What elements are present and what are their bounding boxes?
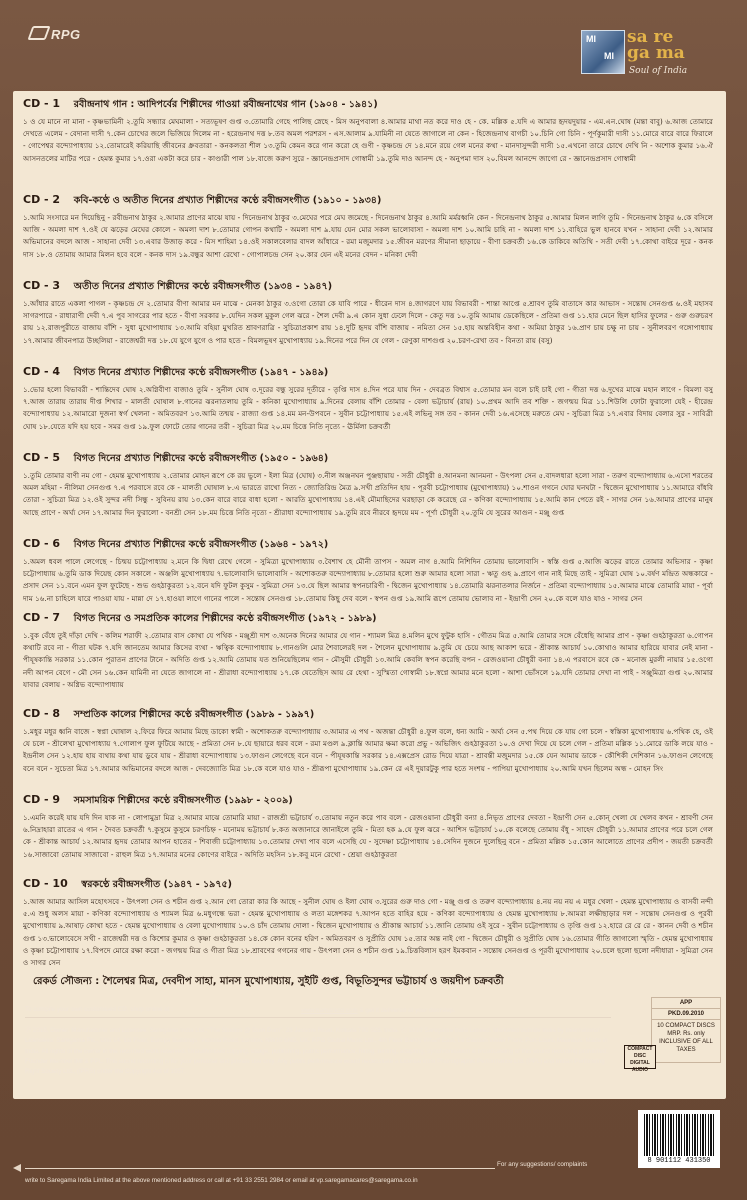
shop-url[interactable]: www.hamaracd.com (301, 1007, 358, 1014)
pkd-code: PKD.09.2010 (651, 1009, 721, 1020)
cd-6-number: CD - 6 (23, 537, 61, 550)
cd-1-section (23, 97, 713, 202)
saregama-tagline: Soul of India (629, 66, 688, 76)
shop-online-label: To compile your own customised CD, shop online at : (25, 1006, 174, 1013)
mi-logo-text: MI (586, 34, 596, 44)
cd-3-tracks: ১.আঁধার রাতে একলা পাগল - কৃষ্ণচন্দ্র দে ২.তোমার বীণা আমার মন মাঝে - মেনকা ঠাকুর ৩.ওগো তোরা কে যাবি পারে - ধীরেন দাস ৪.জাগরণে যায় বিভাবরী - শান্তা আপ্তে ৫.শ্রাবণ তুমি বাতাসে কার আভাস - সন্তোষ সেনগুপ্ত ৬.ওই মহাসব সাগরপারে - রাধারাণী দেবী ৭.এ পুব সাগরের পার হতে - বীণা সরকার ৮.যেদিন সকল মুকুল গেল ঝরে - শৈল দেবী ৯.এ কোন সুধা ঢেলে দিলে - কেতু দত্ত ১০.তুমি আমায় ডেকেছিলে - প্রতিমা গুপ্ত ১১.হার মেনে ছিল হাসির ফুলের - গুরু গুরুচরণ রায় ১২.রাজপুরীতে বাজায় বাঁশি - সুধা মুখোপাধ্যায় ১৩.আমি বহিয়া মুখরিত শ্রাবণরাত্রি - সুচিত্রাপ্রকাশ রায় ১৪.দুটি হৃদয় বাঁশি বাজায় - নমিতা সেন ১৫.হায় অন্তবিহীন কথা - অমিয়া ঠাকুর ১৬.প্রাণ চায় চক্ষু না চায় - সুনীলবরণ গঙ্গোপাধ্যায় ১৭.আমার জীবনপাত্র উচ্ছলিয়া - রাজেশ্বরী দত্ত ১৮.যে যুগে যুগে ও পার হতে - বিমলভূষণ মুখোপাধ্যায় ১৯.দিনের পরে দিন যে গেল - রেণুকা দাশগুপ্ত ২০.চরণ-রেখা তব - বিনতা রায় (বসু) (23, 299, 713, 345)
cd-7-tracks: ১.বুক বেঁধে তুই দাঁড়া দেখি - কলিম শরাফী ২.তোমার বাস কোথা যে পথিক - মঞ্জুশ্রী দাশ ৩.অনেক দিনের আমার যে গান - শ্যামল মিত্র ৪.মলিন মুখে ফুটুক হাসি - গৌতম মিত্র ৫.আমি তোমার সঙ্গে বেঁধেছি আমার প্রাণ - কৃষ্ণা গুহঠাকুরতা ৬.গোপন কথাটি রবে না - গীতা ঘটক ৭.যদি জানতেম আমার কিসের ব্যথা - ঋত্বিক বন্দ্যোপাধ্যায় ৮.গানগুলি মোর শৈবালেরই দল - শৈলেন মুখোপাধ্যায় ৯.তুমি যে চেয়ে আছ আকাশ ভরে - শ্রীকান্ত আচার্য ১০.কোথাও আমার হারিয়ে যাবার নেই মানা - পীযূষকান্তি সরকার ১১.কোন পুরাতন প্রাণের টানে - অদিতি গুপ্ত ১২.আমি তোমায় যত শুনিয়েছিলেম গান - মৌসুমী চৌধুরী ১৩.আমি কেবলি স্বপন করেছি বপন - রেজওয়ানা চৌধুরী বন্যা ১৪.এ পরবাসে রবে কে - মনোজ মুরলী নায়ার ১৫.ওগো নদী আপন বেগে - মৌ সেন ১৬.কেন যামিনী না যেতে জাগালে না - শ্রীরাধা বন্দ্যোপাধ্যায় ১৭.কে যেতেছিস আয় রে হেথা - সুস্মিতা গোস্বামী ১৮.স্বপ্নে আমার মনে হলো - আশা ভোঁসলে ১৯.যদি তোমার দেখা না পাই - সঞ্জুমিত্রা গুপ্ত ২০.আমার যাবার বেলায় - অগ্নিভ বন্দ্যোপাধ্যায় (23, 631, 713, 689)
cd-5-number: CD - 5 (23, 451, 61, 464)
cd-10-title: স্বরকণ্ঠে রবীন্দ্রসংগীত (১৯৪৭ - ১৯৭৫) (81, 879, 233, 890)
cd-4-heading (23, 365, 713, 381)
record-credits: রেকর্ড সৌজন্য : শৈলেশ্বর মিত্র, দেবদীপ সাহা, মানস মুখোপাধ্যায়, সুইটি গুপ্ত, বিভূতিসুন্দর ভট্টাচার্য ও জয়দীপ চক্রবর্তী (33, 976, 504, 987)
contact-text: write to Saregama India Limited at the above mentioned address or call at +91 33 2551 2984 or email at vp.saregamacares@saregama.co.in (25, 1177, 418, 1184)
mrp-label: 10 COMPACT DISCS MRP. Rs. only INCLUSIVE OF ALL TAXES (651, 1020, 721, 1063)
cd-9-heading (23, 793, 713, 809)
cd-10-tracks: ১.আজ আমার আসিল মহোৎসবে - উৎপলা সেন ও শচীন গুপ্ত ২.আন গো তোরা কার কি আছে - সুনীল ঘোষ ও ইলা ঘোষ ৩.সুরের গুরু দাও গো - মঞ্জু গুপ্ত ও তরুণ বন্দ্যোপাধ্যায় ৪.নয় নয় নয় এ মধুর খেলা - হেমন্ত মুখোপাধ্যায় ও বাসবী নন্দী ৫.এ শুধু অলস মায়া - কণিকা বন্দ্যোপাধ্যায় ও শ্যামল মিত্র ৬.মধুগন্ধে ভরা - হেমন্ত মুখোপাধ্যায় ও লতা মঙ্গেশকর ৭.আপন হতে বাহির হয়ে - কণিকা বন্দ্যোপাধ্যায় ও হেমন্ত মুখোপাধ্যায় ৮.আমরা লক্ষীছাড়ার দল - সন্তোষ সেনগুপ্ত ও পূরবী মুখোপাধ্যায় ৯.আষাঢ় কোথা হতে - হেমন্ত মুখোপাধ্যায় ও বেলা মুখোপাধ্যায় ১০.ও চাঁদ তোমায় দোলা - দ্বিজেন মুখোপাধ্যায় ও শ্রীকান্ত আচার্য ১১.জানি তোমায় ওই সুরে - সুবীন চট্টোপাধ্যায় ও তৃপ্তি গুপ্ত ১২.হারে রে রে রে - কানন দেবী ও শচীন গুপ্ত ১৩.ভালোবেসে সখী - রাজেশ্বরী দত্ত ও কিশোর কুমার ও কৃষ্ণা গুহঠাকুরতা ১৪.কে কোন বনের হরিণ - অমিতবরণ ও সুপ্রীতি ঘোষ ১৫.তার অন্ত নাই গো - দ্বিজেন চৌধুরী ও সুপ্রীতি ঘোষ ১৬.তোমার গীতি জাগালো স্মৃতি - হেমন্ত মুখোপাধ্যায় ও কৃষ্ণা চট্টোপাধ্যায় ১৭.বিপদে মোরে রক্ষা করো - জগন্ময় মিত্র ও গীতা মিত্র ১৮.শ্রাবণের গগনের গায় - উৎপলা সেন ও শচীন গুপ্ত ১৯.চিত্তবিলাস হরণ ইমকবান - সন্তোষ সেনগুপ্ত ও পূরবী মুখোপাধ্যায় ২০.চলে ছলো ছলো নদীধারা - সুমিত্রা সেন ও সাগর সেন (23, 897, 713, 968)
shop-url-tail: & get it delivered at your doorstep. (359, 1007, 456, 1014)
cd-4-section (23, 365, 713, 458)
cd-5-tracks: ১.তুমি তোমার বাণী নম গো - হেমন্ত মুখোপাধ্যায় ২.তোমার মোহন রূপে কে রয় ভুলে - ইলা মিত্র (ঘোষ) ৩.নীল অঞ্জনঘন পুঞ্জছায়ায় - সতী চৌধুরী ৪.আনমনা আনমনা - উৎপলা সেন ৫.বাদলধারা হলো সারা - তরুণ বন্দ্যোপাধ্যায় ৬.এসো শরতের অমল মহিমা - নীলিমা সেনগুপ্ত ৭.এ পরবাসে রবে কে - মালতী ঘোষাল ৮.এ ভারতে রাখো নিত্য - জ্যোতিরিন্দ্র মৈত্র ৯.সখী প্রতিদিন হায় - পূরবী চট্টোপাধ্যায় (মুখোপাধ্যায়) ১০.শাওন গগনে ঘোর ঘনঘটা - দ্বিজেন মুখোপাধ্যায় ১১.আমারে বাঁধবি তোরা - সুচিত্রা মিত্র ১২.ওই সুন্দর নদী সিন্ধু - সুবিনয় রায় ১৩.কেন বারে বারে বাধা হলো - আরতি মুখোপাধ্যায় ১৪.এই মৌমাছিদের ঘরছাড়া কে করেছে রে - কণিকা বন্দ্যোপাধ্যায় ১৫.আমি কান পেতে রই - সাগর সেন ১৬.আমার প্রাণের মানুষ আছে প্রাণে - অর্ঘ্য সেন ১৭.আমার দিন ফুরালো - বনশ্রী সেন ১৮.মম চিত্তে নিতি নৃত্যে - শ্রীরাধা বন্দ্যোপাধ্যায় ১৯.তুমি রবে নীরবে হৃদয়ে মম - পূর্ণা চৌধুরী ২০.তুমি যে সুরের আগুন - মঞ্জু গুপ্ত (23, 471, 713, 517)
cd-4-number: CD - 4 (23, 365, 61, 378)
cd-4-tracks: ১.ভোর হলো বিভাবরী - শান্তিদেব ঘোষ ২.অগ্নিবীণা বাজাও তুমি - সুনীল ঘোষ ৩.দূরের বন্ধু সুরের দূতীরে - তৃপ্তি দাস ৪.দিন পরে যায় দিন - দেবব্রত বিশ্বাস ৫.তোমার মন বলে চাই চাই গো - গীতা দত্ত ৬.দুখের মাঝে মহান লাগে - বিমলা বসু ৭.আজ তারায় তারায় দীপ্ত শিখার - মালতী ঘোষাল ৮.গানের ঝরনাতলায় তুমি - কনিকা মুখোপাধ্যায় ৯.দিনের বেলায় বাঁশি তোমার - বেলা ভট্টাচার্য (রায়) ১০.প্রথম আদি তব শক্তি - জগন্ময় মিত্র ১১.শিউলি ফোটা ফুরালো যেই - হীরেন্দ্র বন্দ্যোপাধ্যায় ১২.আমারো দুজনা স্বর্গ খেলনা - অমিতবরণ ১৩.আমি তন্ময় - রাজ্যা গুপ্ত ১৪.মম মন-উপবনে - সুবীন চট্টোপাধ্যায় ১৫.এই লভিনু সঙ্গ তব - কানন দেবী ১৬.এসেছে মরুতে মেঘ - সুচিত্রা মিত্র ১৭.এবার বিদায় বেলার সুর - সাবিত্রী ঘোষ ১৮.যেতে যদি হয় হবে - সমর গুপ্ত ১৯.ফুল ফোটে তোর গানের তরী - সুচিত্রা মিত্র ২০.মম চিত্তে নিতি নৃত্যে - ঊর্মিলা চক্রবর্তী (23, 385, 713, 431)
cd-2-tracks: ১.আমি সংসারে মন দিয়েছিনু - রবীন্দ্রনাথ ঠাকুর ২.আমার প্রাণের মাঝে যায় - দিনেন্দ্রনাথ ঠাকুর ৩.মেঘের পরে মেঘ জমেছে - দিনেন্দ্রনাথ ঠাকুর ৪.আমি মর্মরধ্বনি কেন - দিনেন্দ্রনাথ ঠাকুর ৫.আমার মিলন লাগি তুমি - দিনেন্দ্রনাথ ঠাকুর ৬.কে বসিলে আজি - অমলা দাশ ৭.ওই যে ঝড়ের মেঘের কোলে - অমলা দাশ ৮.তোমার গোপন কথাটি - অমলা দাশ ৯.যায় যেন মোর সকল ভালোবাসা - অমলা দাশ ১০.আমি চাহি না - অমলা দাশ ১১.বাহিরে ভুল হানবে যখন - সাহানা দেবী ১২.আমার অভিমানের বদলে আজ - সাহানা দেবী ১৩.এবার উজাড় করে - মিস শাহিমা ১৪.ওই সকালবেলার বাদল আঁধারে - রমা মজুমদার ১৫.জীবন মরণের সীমানা ছাড়ায়ে - বীণা চক্রবর্তী ১৬.কে ডাকিবে অতিথি - সতী দেবী ১৭.কোথা বাইরে দূরে - কনক দাস ১৮.ও তোমায় আমার মিলন হবে বলে - কনক দাস ১৯.বন্ধুর আশা রেখো - গোপালচন্দ্র সেন ২০.কার যেন এই মনের বেদন - মনিকা দেবী (23, 213, 713, 259)
cd-2-heading (23, 193, 713, 209)
cd-3-section (23, 279, 713, 372)
cd-2-section (23, 193, 713, 286)
cd-7-section (23, 611, 713, 716)
cd-6-title: বিগত দিনের প্রখ্যাত শিল্পীদের কণ্ঠে রবীন্দ্রসংগীত (১৯৬৪ - ১৯৭২) (73, 539, 329, 550)
cd-9-number: CD - 9 (23, 793, 61, 806)
cd-2-number: CD - 2 (23, 193, 61, 206)
cd-7-title: বিগত দিনের ও সমপ্রতিক কালের শিল্পীদের কণ্ঠে রবীন্দ্রসংগীত (১৯৭২ - ১৯৮৯) (73, 613, 377, 624)
divider-line (25, 1017, 611, 1018)
arrow-left-icon (13, 1164, 21, 1172)
cd-9-section (23, 793, 713, 886)
cd-6-section (23, 537, 713, 618)
shop-online-text (25, 1006, 173, 1013)
cd-1-number: CD - 1 (23, 97, 61, 110)
mi-logo-text-2: MI (604, 51, 614, 61)
compact-disc-text: COMPACT DISC DIGITAL AUDIO (627, 1046, 653, 1073)
rpg-logo-text: RPG (51, 27, 81, 42)
cd-9-tracks: ১.এমনি করেই যায় যদি দিন যাক না - লোপামুদ্রা মিত্র ২.আমার মাঝে তোমারি মায়া - রাজশ্রী ভট্টাচার্য ৩.তোমায় নতুন করে পাব বলে - রেজওয়ানা চৌধুরী বন্যা ৪.নিভৃত প্রাণের দেবতা - ইন্দ্রাণী সেন ৫.কোন্ খেলা যে খেলব কখন - শ্রাবণী সেন ৬.নিদ্রাহারা রাতের এ গান - দৈবত চক্রবর্তী ৭.কুসুমে কুসুমে চরণচিহ্ন - মনোময় ভট্টাচার্য ৮.কত অজানারে জানাইলে তুমি - মিতা হক ৯.যে ফুল ঝরে - আশিস ভট্টাচার্য ১০.কে বলেছে তোমায় বঁধু - সাহেদ চৌধুরী ১১.আমার প্রাণের পরে চলে গেল কে - শ্রীকান্ত আচার্য ১২.আমার হৃদয় তোমার আপন হাতের - শিবাজী চট্টোপাধ্যায় ১৩.তোমার দেখা পাব বলে এসেছি যে - সুদেষ্ণা চট্টোপাধ্যায় ১৪.সেদিন দুজনে দুলেছিনু বনে - প্রমিতা মল্লিক ১৫.কোন আলোতে প্রাণের প্রদীপ - জয়তী চক্রবর্তী ১৬.সাজাবো তোমায় সাজাবো - রাহুল মিত্র ১৭.আমার মনের কোণের বাইরে - অদিতি মহসিন ১৮.কবু মনে রেখো - শ্রেয়া গুহঠাকুরতা (23, 813, 713, 859)
suggestions-text: For any suggestions/ complaints (497, 1161, 588, 1168)
cd-7-number: CD - 7 (23, 611, 61, 624)
rpg-logo-mark (27, 26, 50, 40)
cd-3-number: CD - 3 (23, 279, 61, 292)
cd-5-section (23, 451, 713, 544)
price-box (651, 997, 721, 1063)
cd-8-title: সম্প্রতিক কালের শিল্পীদের কণ্ঠে রবীন্দ্রসংগীত (১৯৮৯ - ১৯৯৭) (73, 709, 315, 720)
cd-1-tracks: ১ ও যে মানে না মানা - কৃষ্ণভামিনী ২.তুমি সন্ধ্যার মেঘমালা - সত্যভূষণ গুপ্ত ৩.তোমারি গেহে পালিছ স্নেহে - মিস অনুপবালা ৪.আমার মাথা নত করে দাও হে - কে. মল্লিক ৫.যদি এ আমার হৃদয়দুয়ার - এম.এন.ঘোষ (মন্তা বাবু) ৬.আজ তোমারে দেখতে এলেম - বেদানা দাসী ৭.কেন চোখের জলে ভিজিয়ে দিলেম না - হরেন্দ্রনাথ দত্ত ৮.তব অমল পরশরস - এস.আলাম ৯.যামিনী না যেতে জাগালে না কেন - হিজেন্দ্রনাথ বাগচী ১০.চিনি গো চিনি - পূর্ণকুমারী দাসী ১১.মোরে বারে বারে ফিরালে - গোপেশ্বর বন্দ্যোপাধ্যায় ১২.তোমারেই করিয়াছি জীবনের ধ্রুবতারা - কনকলতা শীল ১৩.তুমি কেমন করে গান করো হে গুণী - কৃষ্ণচন্দ্র দে ১৪.মনে রয়ে গেল মনের কথা - মানদাসুন্দরী দাসী ১৫.এখনো তারে চোখে দেখি নি - অশোক কুমার ১৬.ঐ আসনতলের মাটির পরে - হেমন্ত কুমার ১৭.ওরা একটা করে চার - কাণ্ডারী পাল ১৮.বাজে করুণ সুরে - জ্ঞানেন্দ্রপ্রসাদ গোস্বামী ১৯.তুমি দাও আনন্দ হে - অনুপমা দাস ২০.বিমল আনন্দে জাগো রে - জ্ঞানেন্দ্রপ্রসাদ গোস্বামী (23, 117, 713, 163)
mi-logo (581, 30, 625, 74)
rpg-logo (30, 26, 81, 42)
cd-1-title: রবীন্দ্রনাথ গান : আদিপর্বের শিল্পীদের গাওয়া রবীন্দ্রনাথের গান (১৯০৪ - ১৯৪১) (73, 99, 378, 110)
arrow-line (25, 1168, 495, 1169)
cd-6-heading (23, 537, 713, 553)
cd-8-heading (23, 707, 713, 723)
cd-1-heading (23, 97, 713, 113)
barcode-bars (644, 1114, 714, 1156)
barcode-number: 8 901112 431350 (647, 1157, 711, 1165)
cd-10-section (23, 877, 713, 982)
cd-10-heading (23, 877, 713, 893)
cd-10-number: CD - 10 (23, 877, 68, 890)
saregama-logo-text: sa re ga ma (627, 27, 685, 63)
cd-9-title: সমসাময়িক শিল্পীদের কণ্ঠে রবীন্দ্রসংগীত (১৯৯৮ - ২০০৯) (73, 795, 293, 806)
barcode (638, 1110, 720, 1168)
cd-8-number: CD - 8 (23, 707, 61, 720)
cd-5-title: বিগত দিনের প্রখ্যাত শিল্পীদের কণ্ঠে রবীন্দ্রসংগীত (১৯৫০ - ১৯৬৪) (73, 453, 329, 464)
cd-2-title: কবি-কণ্ঠে ও অতীত দিনের প্রখ্যাত শিল্পীদের কণ্ঠে রবীন্দ্রসংগীত (১৯১০ - ১৯৩৪) (73, 195, 382, 206)
cd-5-heading (23, 451, 713, 467)
cd-7-heading (23, 611, 713, 627)
saregama-logo (627, 27, 688, 76)
compact-disc-logo (624, 1045, 656, 1073)
cd-3-heading (23, 279, 713, 295)
cd-6-tracks: ১.অমল ধবল পালে লেগেছে - চিন্ময় চট্টোপাধ্যায় ২.মনে কি দ্বিধা রেখে গেলে - সুমিত্রা মুখোপাধ্যায় ৩.বৈশাখ হে মৌনী তাপস - অমল নাগ ৪.আমি নিশিদিন তোমায় ভালোবাসি - স্বস্তি গুপ্ত ৫.আজি ঝড়ের রাতে তোমার অভিসার - কৃষ্ণা চট্টোপাধ্যায় ৬.তুমি ডাক দিয়েছ কোন সকালে - অঞ্জলি মুখোপাধ্যায় ৭.ভালোবাসি ভালোবাসি - অশোকতরু বন্দ্যোপাধ্যায় ৮.তোমার হলো শুরু আমার হলো সারা - ঋতু গুহ ৯.প্রাণে গান নাই মিছে তাই - সুমিত্রা ঘোষ ১০.বর্ষণ মন্দ্রিত অন্ধকারে - প্রসাদ সেন ১১.বনে এমন ফুল ফুটেছে - শুভ গুহঠাকুরতা ১২.বনে যদি ফুটল কুসুম - সুমিত্রা সেন ১৩.যে ছিল আমার স্বপনচারিণী - দ্বিজেন মুখোপাধ্যায় ১৪.তোমারি ঝরনাতলার নির্জনে - প্রতিমা বন্দ্যোপাধ্যায় ১৫.আমার মাঝে তোমারি মায়া - পূর্বা দাম ১৬.না চাহিলে যারে পাওয়া যায় - মান্না দে ১৭.হাওয়া লাগে গানের পালে - সন্তোষ সেনগুপ্ত ১৮.তোমায় কিছু দেব বলে - স্বপন গুপ্ত ১৯.আমি রূপে তোমায় ভোলাব না - ইন্দ্রাণী সেন ২০.কে বলে যাও যাও - সাগর সেন (23, 557, 713, 603)
legal-notice: Ⓟ 2010, Owner, Manufacturer and Licensee: Saregama India Ltd.,"The Studios @ Dum Dum", 33 Jessore Road, Kolkata 700 028, India. Ⓒ 2010 Saregama India Limited. Marketed outside India by International Licensees: Saregama Plc., Unit 14, 1st Floor, Europa Buildings, Victoria Road, London, NW10 6ND, UK. RPG Global Music Ltd., 4th Floor Barkly Wharf East, Le Caudan Water Front, Port-Louis, Mauritius. Made in India. All rights of the owner in the recorded work reserved. Unauthorised copying, usage, publishing, public performance, hiring, renting, adapting, synchronisation & broadcasting of this sound recording prohibited. Founder Member IMI & PPL. This sound recording is for your personal and private use only. Any public performance would necessitate a License from Phonographic Performance Ltd. (PPL) and Indian Performing Right Society Ltd., (IPRS) under the Copyright Act of 1957. (25, 1027, 608, 1076)
shop-url-line (301, 1007, 455, 1014)
app-label: APP (651, 997, 721, 1009)
cd-8-tracks: ১.মধুর মধুর ধ্বনি বাজে - স্বপ্না ঘোষাল ২.ফিরে ফিরে আমায় মিছে ডাকো স্বামী - অশোকতরু বন্দ্যোপাধ্যায় ৩.আমার এ পথ - অজন্তা চৌধুরী ৪.ফুল বলে, ধন্য আমি - অর্ঘ্য সেন ৫.পথ দিয়ে কে যায় গো চলে - স্বস্তিকা মুখোপাধ্যায় ৬.পথিক হে, ওই যে চলে - শ্রীলেখা মুখোপাধ্যায় ৭.গোলাপ ফুল ফুটিয়ে আছে - প্রমিতা সেন ৮.যে ছায়ারে ধরব বলে - রমা মণ্ডল ৯.ক্লান্তি আমার ক্ষমা করো প্রভু - অভিজিৎ গুহঠাকুরতা ১০.ও দেখা দিয়ে যে চলে গেল - প্রতিমা মল্লিক ১১.মোরে ডাকি লয়ে যাও - ইন্দ্রনীল সেন ১২.হায় হায় ব্যথায় কথা যায় ডুবে যায় - শ্রীরাধা বন্দ্যোপাধ্যায় ১৩.ফাগুন লেগেছে বনে বনে - পীযূষকান্তি সরকার ১৪.এক্সপ্রেস রোড দিয়ে যাত্রা - শ্রাবন্তী মজুমদার ১৫.কে যেন আমায় ডাকে - কৌশিকী দেশিকান ১৬.ফাগুন লেগেছে বনে বনে - সুচেতা মিত্র ১৭.আমার অভিমানের বদলে আজ - দেবজ্যোতি মিত্র ১৮.কে বলে যাও যাও - শ্রীরূপা মুখোপাধ্যায় ১৯.কেন রে এই দুয়ারটুকু পার হতে সংশয় - পাপিয়া মুখোপাধ্যায় ২০.আমি যখন ছিলেম অন্ধ - মোহন সিং (23, 727, 713, 773)
cd-4-title: বিগত দিনের প্রখ্যাত শিল্পীদের কণ্ঠে রবীন্দ্রসংগীত (১৯৪৭ - ১৯৪৯) (73, 367, 329, 378)
header (0, 0, 747, 92)
cd-8-section (23, 707, 713, 800)
cd-3-title: অতীত দিনের প্রখ্যাত শিল্পীদের কণ্ঠে রবীন্দ্রসংগীত (১৯৩৪ - ১৯৪৭) (73, 281, 333, 292)
